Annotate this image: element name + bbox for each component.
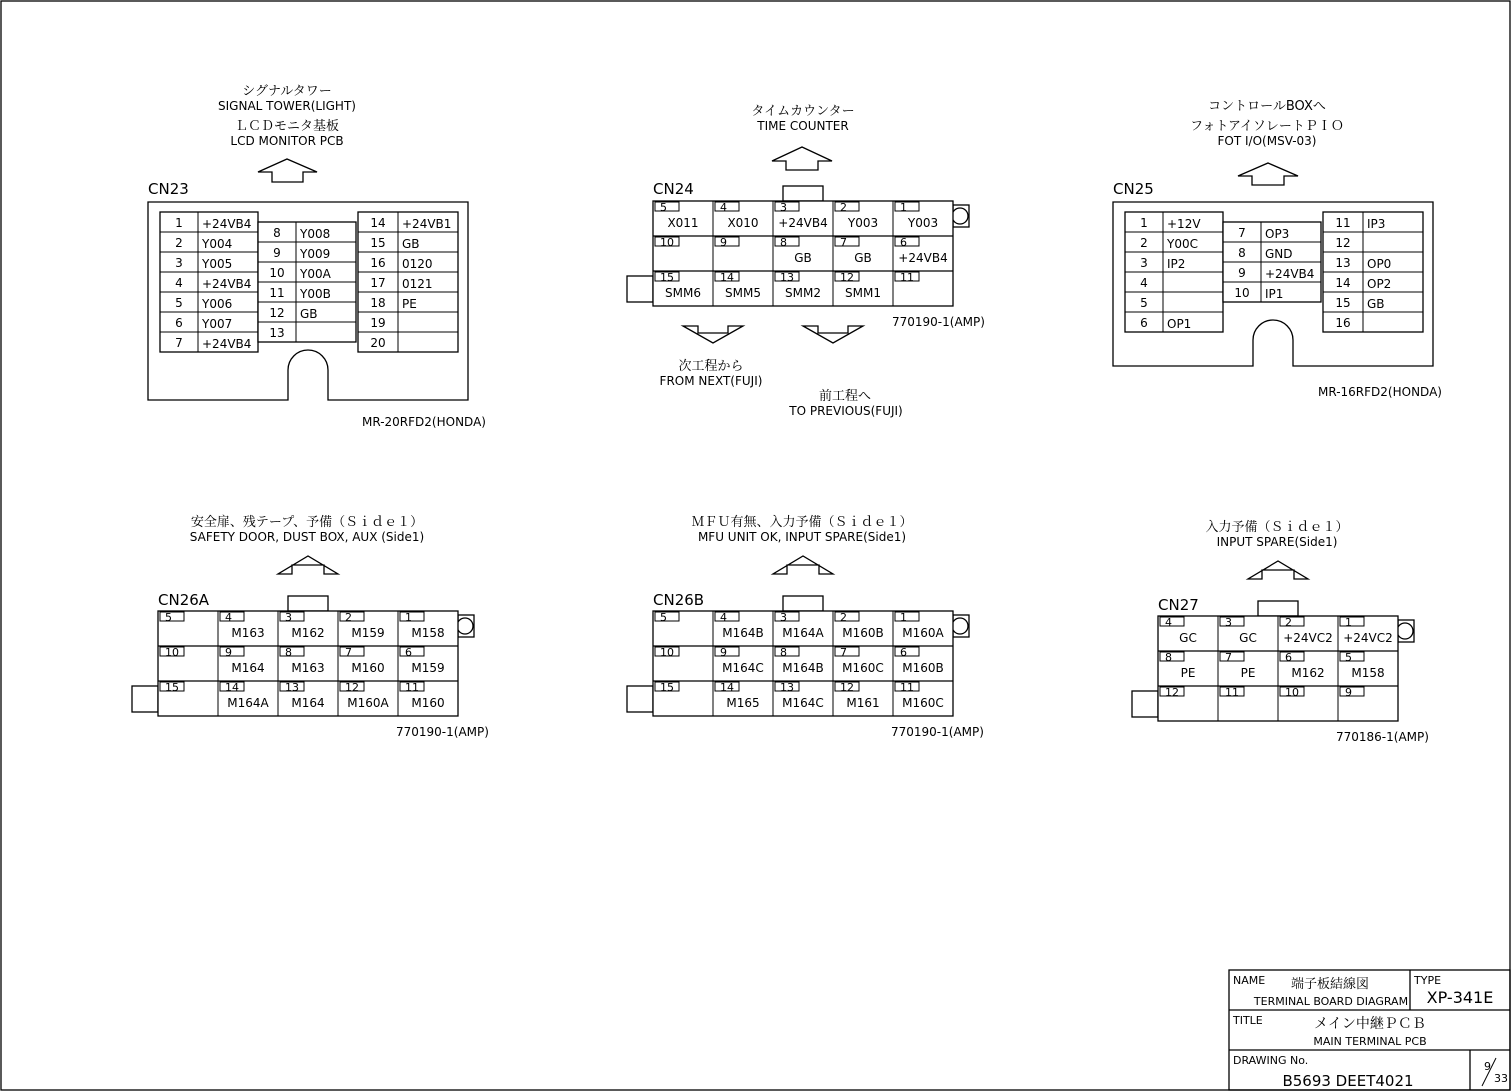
pin-number: 9 — [720, 646, 727, 659]
pin-signal: GB — [402, 237, 420, 251]
key-icon — [627, 686, 653, 712]
pin-number: 1 — [1140, 216, 1148, 230]
pin-signal: PE — [1240, 666, 1256, 680]
to-previous-en: TO PREVIOUS(FUJI) — [789, 404, 903, 418]
pin-number: 16 — [1335, 316, 1351, 330]
pin-number: 3 — [1225, 616, 1232, 629]
pin-number: 5 — [175, 296, 183, 310]
pin-number: 12 — [840, 271, 854, 284]
pin-number: 11 — [269, 286, 285, 300]
pin-number: 14 — [720, 681, 734, 694]
pin-signal: M161 — [846, 696, 880, 710]
pin-signal: M164 — [231, 661, 265, 675]
pin-signal: M164 — [291, 696, 325, 710]
pin-signal: M165 — [726, 696, 760, 710]
pin-signal: OP0 — [1367, 257, 1392, 271]
cn27-part-number: 770186-1(AMP) — [1336, 730, 1429, 744]
pin-number: 10 — [660, 236, 674, 249]
pin-number: 1 — [900, 611, 907, 624]
pin-signal: GB — [1367, 297, 1385, 311]
connector-cn23 — [148, 84, 486, 429]
pin-number: 15 — [1335, 296, 1351, 310]
pin-signal: SMM5 — [725, 286, 761, 300]
down-arrow-icon — [683, 326, 743, 343]
pin-signal: PE — [402, 297, 417, 311]
name-en: TERMINAL BOARD DIAGRAM — [1253, 995, 1409, 1008]
pin-signal: +24VB1 — [402, 217, 452, 231]
pin-number: 13 — [780, 681, 794, 694]
title-jp: メイン中継ＰＣＢ — [1314, 1016, 1426, 1032]
pin-number: 12 — [345, 681, 359, 694]
pin-signal: M160B — [902, 661, 944, 675]
pin-number: 4 — [720, 611, 727, 624]
cn26a-title-en: SAFETY DOOR, DUST BOX, AUX (Side1) — [189, 530, 425, 544]
pin-signal: GB — [300, 307, 318, 321]
up-arrow-icon — [772, 147, 832, 170]
pin-number: 14 — [1335, 276, 1351, 290]
pin-signal: GND — [1265, 247, 1293, 261]
pin-number: 7 — [840, 236, 847, 249]
up-arrow-icon — [278, 556, 338, 574]
pin-number: 6 — [900, 236, 907, 249]
cn25-title-jp1: コントロールBOXへ — [1208, 99, 1326, 114]
cn23-cells — [160, 212, 458, 352]
key-icon — [1132, 691, 1158, 717]
pin-number: 1 — [405, 611, 412, 624]
pin-number: 1 — [900, 201, 907, 214]
cn23-title-jp1: シグナルタワー — [242, 84, 332, 99]
pin-number: 12 — [840, 681, 854, 694]
cn27-grid — [1132, 601, 1414, 721]
pin-signal: +24VB4 — [898, 251, 948, 265]
pin-number: 11 — [1225, 686, 1239, 699]
pin-signal: Y008 — [300, 227, 331, 241]
pin-number: 9 — [720, 236, 727, 249]
latch-icon — [457, 618, 473, 634]
pin-number: 14 — [720, 271, 734, 284]
pin-number: 2 — [345, 611, 352, 624]
connector-cn27 — [1132, 519, 1429, 744]
pin-number: 20 — [370, 336, 386, 350]
pin-number: 8 — [780, 646, 787, 659]
pin-signal: M164A — [227, 696, 269, 710]
pin-signal: M158 — [411, 626, 445, 640]
pin-number: 12 — [1335, 236, 1351, 250]
title-label: TITLE — [1233, 1014, 1263, 1027]
pin-number: 5 — [660, 201, 667, 214]
pin-signal: M160A — [347, 696, 389, 710]
pin-number: 18 — [370, 296, 386, 310]
pin-number: 15 — [660, 681, 674, 694]
pin-number: 3 — [780, 201, 787, 214]
cn26a-label: CN26A — [158, 591, 210, 609]
title-block — [1229, 970, 1510, 1090]
pin-number: 4 — [1140, 276, 1148, 290]
pin-number: 5 — [660, 611, 667, 624]
pin-number: 8 — [780, 236, 787, 249]
latch-icon — [1397, 623, 1413, 639]
cn25-title-jp2: フォトアイソレートＰＩＯ — [1190, 119, 1344, 134]
cn26a-part-number: 770190-1(AMP) — [396, 725, 489, 739]
pin-number: 10 — [269, 266, 285, 280]
pin-signal: IP2 — [1167, 257, 1186, 271]
pin-number: 3 — [780, 611, 787, 624]
pin-signal: M160B — [842, 626, 884, 640]
pin-signal: M163 — [291, 661, 325, 675]
pin-number: 6 — [900, 646, 907, 659]
pin-number: 11 — [900, 271, 914, 284]
pin-number: 14 — [370, 216, 386, 230]
pin-number: 7 — [1225, 651, 1232, 664]
cn23-title-en1: SIGNAL TOWER(LIGHT) — [218, 99, 356, 113]
cn23-title-jp2: ＬＣＤモニタ基板 — [234, 119, 340, 134]
pin-number: 19 — [370, 316, 386, 330]
pin-signal: +24VB4 — [202, 277, 252, 291]
pin-signal: IP3 — [1367, 217, 1386, 231]
cn26a-title-jp: 安全扉、残テープ、予備（Ｓｉｄｅ１） — [190, 515, 424, 530]
pin-number: 15 — [370, 236, 386, 250]
pin-number: 10 — [1285, 686, 1299, 699]
pin-number: 12 — [269, 306, 285, 320]
cn24-grid — [627, 186, 969, 306]
cn25-label: CN25 — [1113, 180, 1154, 198]
latch-icon — [952, 208, 968, 224]
connector-cn25 — [1113, 99, 1442, 399]
pin-number: 12 — [1165, 686, 1179, 699]
down-arrow-icon — [803, 326, 863, 343]
pin-signal: PE — [1180, 666, 1196, 680]
type-value: XP-341E — [1426, 988, 1494, 1007]
pin-signal: +24VB4 — [778, 216, 828, 230]
pin-signal: OP3 — [1265, 227, 1290, 241]
from-next-en: FROM NEXT(FUJI) — [659, 374, 763, 388]
pin-signal: Y003 — [847, 216, 879, 230]
pin-signal: M163 — [231, 626, 265, 640]
pin-signal: OP2 — [1367, 277, 1392, 291]
pin-signal: SMM6 — [665, 286, 701, 300]
cn23-title-en2: LCD MONITOR PCB — [230, 134, 344, 148]
cn24-part-number: 770190-1(AMP) — [892, 315, 985, 329]
pin-signal: M158 — [1351, 666, 1385, 680]
pin-signal: GB — [794, 251, 812, 265]
pin-signal: M159 — [351, 626, 385, 640]
type-label: TYPE — [1414, 974, 1442, 987]
pin-signal: SMM2 — [785, 286, 821, 300]
cn27-title-jp: 入力予備（Ｓｉｄｅ１） — [1205, 520, 1349, 535]
pin-signal: M160 — [411, 696, 445, 710]
pin-signal: IP1 — [1265, 287, 1284, 301]
pin-signal: 0120 — [402, 257, 433, 271]
drawing-label: DRAWING No. — [1233, 1054, 1309, 1067]
pin-number: 6 — [1140, 316, 1148, 330]
cn26b-part-number: 770190-1(AMP) — [891, 725, 984, 739]
up-arrow-icon — [258, 159, 317, 182]
pin-signal: +24VB4 — [1265, 267, 1315, 281]
key-icon — [627, 276, 653, 302]
cn26a-grid — [132, 596, 474, 716]
pin-number: 9 — [1238, 266, 1246, 280]
pin-number: 2 — [840, 611, 847, 624]
pin-number: 5 — [1140, 296, 1148, 310]
pin-number: 2 — [1140, 236, 1148, 250]
pin-signal: M164C — [782, 696, 824, 710]
pin-signal: X011 — [667, 216, 699, 230]
pin-signal: Y00B — [300, 287, 331, 301]
key-icon — [132, 686, 158, 712]
pin-signal: M162 — [291, 626, 325, 640]
up-arrow-icon — [1238, 163, 1298, 185]
pin-signal: M160A — [902, 626, 944, 640]
pin-number: 6 — [175, 316, 183, 330]
pin-number: 3 — [285, 611, 292, 624]
pin-number: 8 — [1238, 246, 1246, 260]
pin-signal: 0121 — [402, 277, 433, 291]
cn25-cells — [1125, 212, 1423, 332]
pin-number: 9 — [225, 646, 232, 659]
pin-number: 8 — [285, 646, 292, 659]
connector-cn24 — [627, 104, 985, 418]
latch-tab — [1258, 601, 1298, 616]
pin-signal: M164A — [782, 626, 824, 640]
drawing-number: B5693 DEET4021 — [1282, 1072, 1414, 1090]
pin-signal: Y005 — [202, 257, 233, 271]
cn27-label: CN27 — [1158, 596, 1199, 614]
to-previous-jp: 前工程へ — [818, 389, 872, 404]
pin-signal: Y007 — [202, 317, 233, 331]
pin-number: 5 — [165, 611, 172, 624]
pin-number: 16 — [370, 256, 386, 270]
pin-number: 4 — [720, 201, 727, 214]
pin-signal: M160C — [902, 696, 944, 710]
pin-number: 13 — [780, 271, 794, 284]
cn26b-label: CN26B — [653, 591, 705, 609]
pin-signal: X010 — [727, 216, 759, 230]
cn27-title-en: INPUT SPARE(Side1) — [1216, 535, 1338, 549]
pin-number: 3 — [175, 256, 183, 270]
pin-number: 10 — [165, 646, 179, 659]
pin-number: 6 — [1285, 651, 1292, 664]
pin-signal: M164B — [782, 661, 824, 675]
pin-number: 14 — [225, 681, 239, 694]
pin-number: 8 — [1165, 651, 1172, 664]
pin-number: 2 — [840, 201, 847, 214]
pin-signal: Y00A — [300, 267, 331, 281]
pin-signal: GC — [1239, 631, 1257, 645]
pin-number: 1 — [1345, 616, 1352, 629]
latch-tab — [783, 186, 823, 201]
cn25-part-number: MR-16RFD2(HONDA) — [1318, 385, 1442, 399]
latch-tab — [288, 596, 328, 611]
pin-number: 17 — [370, 276, 386, 290]
cn24-title-jp: タイムカウンター — [751, 104, 855, 119]
pin-number: 6 — [405, 646, 412, 659]
pin-number: 13 — [285, 681, 299, 694]
pin-number: 7 — [840, 646, 847, 659]
latch-tab — [783, 596, 823, 611]
pin-signal: M159 — [411, 661, 445, 675]
pin-signal: M162 — [1291, 666, 1325, 680]
pin-signal: OP1 — [1167, 317, 1192, 331]
pin-number: 7 — [1238, 226, 1246, 240]
pin-number: 11 — [1335, 216, 1351, 230]
pin-number: 13 — [269, 326, 285, 340]
up-arrow-icon — [1248, 561, 1308, 579]
pin-number: 1 — [175, 216, 183, 230]
pin-number: 11 — [900, 681, 914, 694]
pin-number: 8 — [273, 226, 281, 240]
cn24-title-en: TIME COUNTER — [757, 119, 849, 133]
pin-number: 4 — [175, 276, 183, 290]
cn25-title-en: FOT I/O(MSV-03) — [1217, 134, 1317, 148]
pin-signal: M160 — [351, 661, 385, 675]
pin-signal: +24VC2 — [1343, 631, 1393, 645]
pin-number: 13 — [1335, 256, 1351, 270]
name-jp: 端子板結線図 — [1290, 977, 1370, 992]
pin-number: 9 — [273, 246, 281, 260]
pin-signal: M164C — [722, 661, 764, 675]
pin-number: 4 — [1165, 616, 1172, 629]
pin-number: 2 — [1285, 616, 1292, 629]
pin-signal: +24VC2 — [1283, 631, 1333, 645]
pin-number: 5 — [1345, 651, 1352, 664]
pin-number: 4 — [225, 611, 232, 624]
pin-number: 3 — [1140, 256, 1148, 270]
pin-number: 10 — [1234, 286, 1250, 300]
pin-number: 15 — [165, 681, 179, 694]
pin-signal: Y00C — [1167, 237, 1198, 251]
sheet-total: 33 — [1494, 1072, 1508, 1085]
pin-signal: Y004 — [202, 237, 233, 251]
cn23-part-number: MR-20RFD2(HONDA) — [362, 415, 486, 429]
cn23-label: CN23 — [148, 180, 189, 198]
pin-signal: M160C — [842, 661, 884, 675]
pin-signal: GC — [1179, 631, 1197, 645]
pin-signal: +24VB4 — [202, 337, 252, 351]
cn24-label: CN24 — [653, 180, 694, 198]
pin-number: 9 — [1345, 686, 1352, 699]
name-label: NAME — [1233, 974, 1266, 987]
pin-number: 7 — [345, 646, 352, 659]
up-arrow-icon — [773, 556, 833, 574]
pin-signal: +12V — [1167, 217, 1201, 231]
cn26b-grid — [627, 596, 969, 716]
pin-number: 2 — [175, 236, 183, 250]
connector-cn26a — [132, 514, 489, 739]
pin-signal: +24VB4 — [202, 217, 252, 231]
connector-cn26b — [627, 514, 984, 739]
pin-signal: M164B — [722, 626, 764, 640]
pin-number: 7 — [175, 336, 183, 350]
pin-number: 11 — [405, 681, 419, 694]
pin-number: 10 — [660, 646, 674, 659]
pin-signal: GB — [854, 251, 872, 265]
pin-signal: Y006 — [202, 297, 233, 311]
pin-signal: Y003 — [907, 216, 939, 230]
title-en: MAIN TERMINAL PCB — [1313, 1035, 1427, 1048]
cn26b-title-en: MFU UNIT OK, INPUT SPARE(Side1) — [697, 530, 907, 544]
from-next-jp: 次工程から — [678, 359, 744, 374]
cn26b-title-jp: ＭＦＵ有無、入力予備（Ｓｉｄｅ１） — [691, 515, 913, 530]
pin-signal: Y009 — [300, 247, 331, 261]
sheet-number: 9 — [1484, 1060, 1491, 1073]
pin-number: 15 — [660, 271, 674, 284]
pin-signal: SMM1 — [845, 286, 881, 300]
latch-icon — [952, 618, 968, 634]
